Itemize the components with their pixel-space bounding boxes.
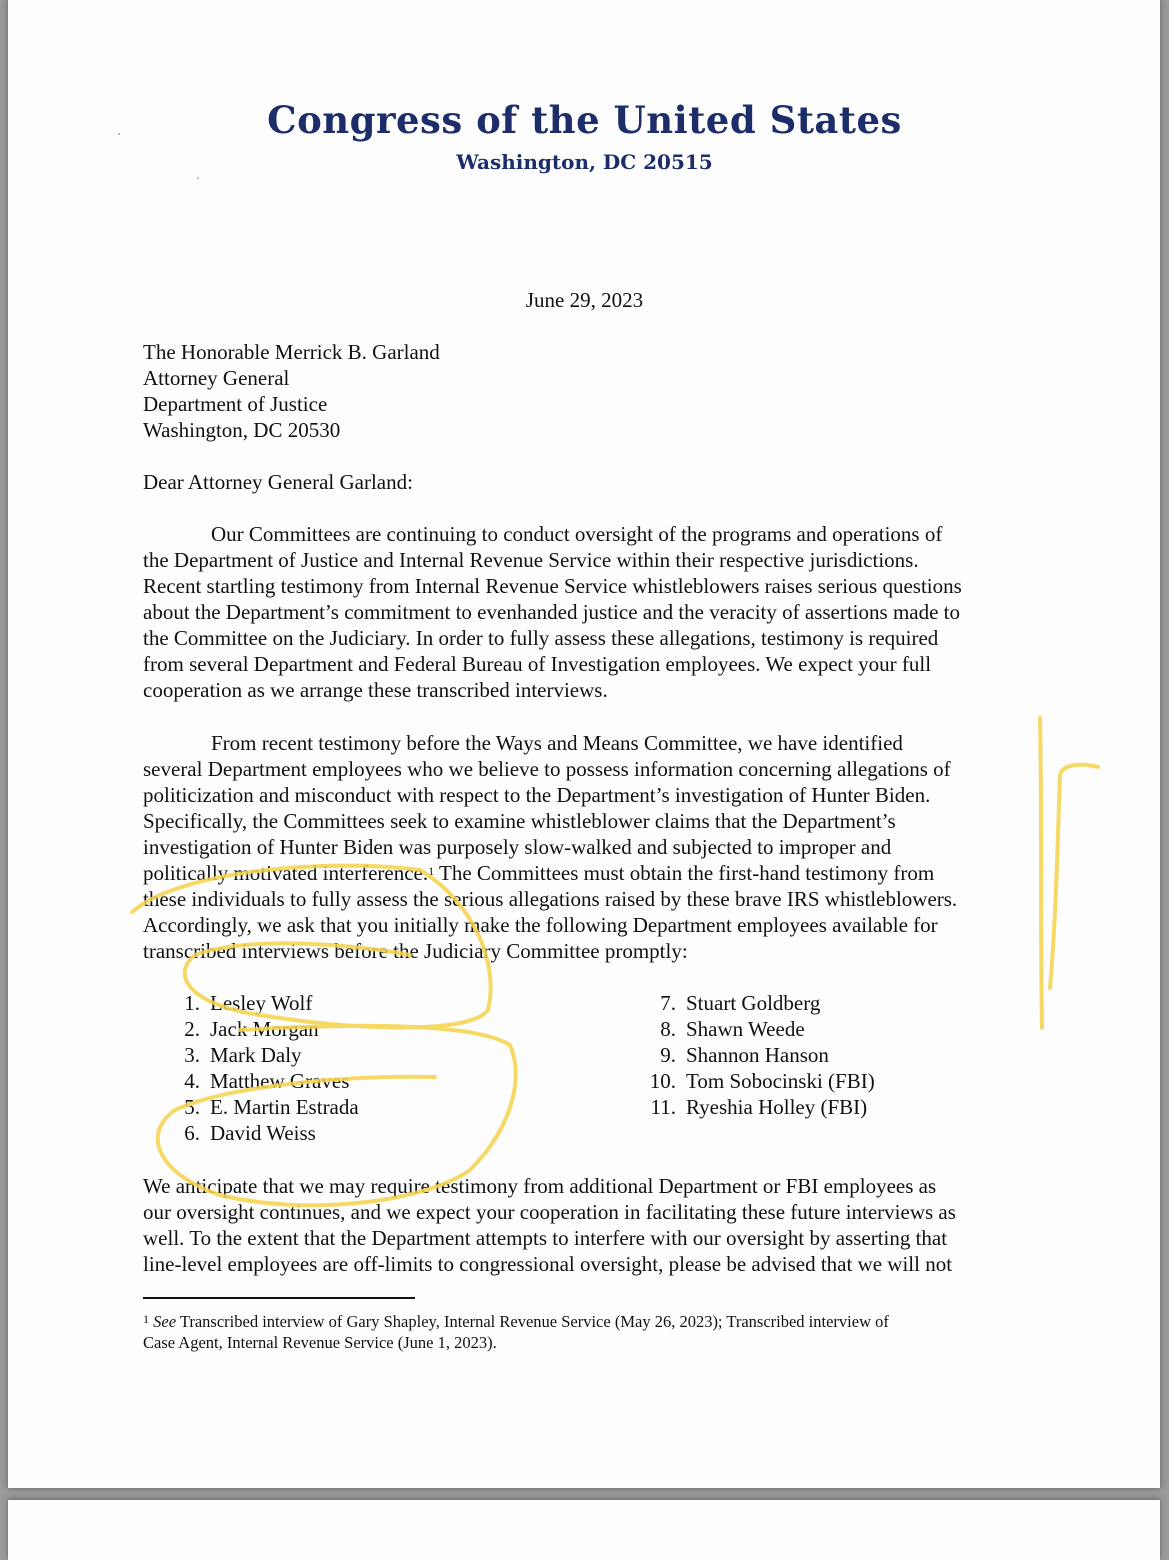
paragraph-line: politicization and misconduct with respect to the Department’s investigation of Hunter Biden.	[143, 783, 931, 807]
paragraph-line: Recent startling testimony from Internal Revenue Service whistleblowers raises serious questions	[143, 574, 962, 598]
line-end: The Committees must obtain the first-hand testimony from	[434, 861, 935, 885]
line-start: politically motivated interference.	[143, 861, 429, 885]
paragraph-line: the Committee on the Judiciary. In order to fully assess these allegations, testimony is required	[143, 626, 939, 650]
list-item: 11. Ryeshia Holley (FBI)	[650, 1095, 868, 1119]
footnote	[143, 1311, 889, 1353]
list-item: 4. Matthew Graves	[184, 1069, 350, 1093]
list-item: 1. Lesley Wolf	[184, 991, 313, 1015]
paragraph-line: Specifically, the Committees seek to examine whistleblower claims that the Department’s	[143, 809, 896, 833]
paragraph-line: line-level employees are off-limits to congressional oversight, please be advised that we will not	[143, 1252, 953, 1276]
paragraph-line: from several Department and Federal Bureau of Investigation employees. We expect your full	[143, 652, 932, 676]
list-item: 5. E. Martin Estrada	[184, 1095, 359, 1119]
paragraph-line: the Department of Justice and Internal Revenue Service within their respective jurisdictions.	[143, 548, 919, 572]
footnote-reference[interactable]: 1	[428, 864, 435, 878]
paragraph-line: transcribed interviews before the Judiciary Committee promptly:	[143, 939, 688, 963]
address-line: Washington, DC 20530	[143, 418, 341, 442]
paragraph-line: Our Committees are continuing to conduct oversight of the programs and operations of	[211, 522, 943, 546]
paragraph-line: investigation of Hunter Biden was purposely slow-walked and subjected to improper and	[143, 835, 892, 859]
letterhead-city: Washington, DC 20515	[456, 150, 713, 174]
footnote-divider	[143, 1297, 415, 1299]
paragraph-line: about the Department’s commitment to evenhanded justice and the veracity of assertions made to	[143, 600, 961, 624]
paragraph-line: our oversight continues, and we expect your cooperation in facilitating these future interviews as	[143, 1200, 956, 1224]
paragraph-3	[143, 1173, 1043, 1277]
salutation: Dear Attorney General Garland:	[143, 470, 413, 494]
letter-date: June 29, 2023	[525, 288, 644, 312]
address-line: Department of Justice	[143, 392, 328, 416]
paragraph-line: Accordingly, we ask that you initially make the following Department employees available for	[143, 913, 938, 937]
paragraph-1	[143, 521, 1043, 703]
address-line: Attorney General	[143, 366, 290, 390]
footnote-line	[143, 1311, 889, 1332]
scan-speck	[197, 177, 199, 179]
paragraph-line: well. To the extent that the Department attempts to interfere with our oversight by asserting that	[143, 1226, 948, 1250]
scan-speck	[118, 133, 120, 135]
list-item: 10. Tom Sobocinski (FBI)	[649, 1069, 875, 1093]
employee-list-left	[166, 990, 359, 1146]
paragraph-line: several Department employees who we believe to possess information concerning allegations of	[143, 757, 951, 781]
footnote-see: See	[153, 1312, 177, 1331]
address-line: The Honorable Merrick B. Garland	[143, 340, 440, 364]
paragraph-line: From recent testimony before the Ways and Means Committee, we have identified	[211, 731, 903, 755]
paragraph-2	[143, 730, 1043, 964]
employee-list-right	[642, 990, 875, 1120]
paragraph-line: these individuals to fully assess the serious allegations raised by these brave IRS whistleblowers.	[143, 887, 958, 911]
footnote-marker: 1	[143, 1312, 149, 1326]
next-page-edge	[8, 1500, 1160, 1560]
footnote-text: Transcribed interview of Gary Shapley, Internal Revenue Service (May 26, 2023); Transcribed interview of	[176, 1312, 889, 1331]
list-item: 6. David Weiss	[184, 1121, 316, 1145]
recipient-address	[143, 339, 440, 443]
letterhead-title: Congress of the United States	[267, 98, 902, 142]
list-item: 3. Mark Daly	[184, 1043, 302, 1067]
list-item: 2. Jack Morgan	[184, 1017, 319, 1041]
paragraph-line: We anticipate that we may require testimony from additional Department or FBI employees as	[143, 1174, 937, 1198]
list-item: 8. Shawn Weede	[660, 1017, 805, 1041]
paragraph-line-with-footnote	[143, 860, 1043, 886]
list-item: 7. Stuart Goldberg	[660, 991, 821, 1015]
list-item: 9. Shannon Hanson	[660, 1043, 829, 1067]
paragraph-line: cooperation as we arrange these transcribed interviews.	[143, 678, 608, 702]
footnote-line: Case Agent, Internal Revenue Service (June 1, 2023).	[143, 1333, 497, 1352]
